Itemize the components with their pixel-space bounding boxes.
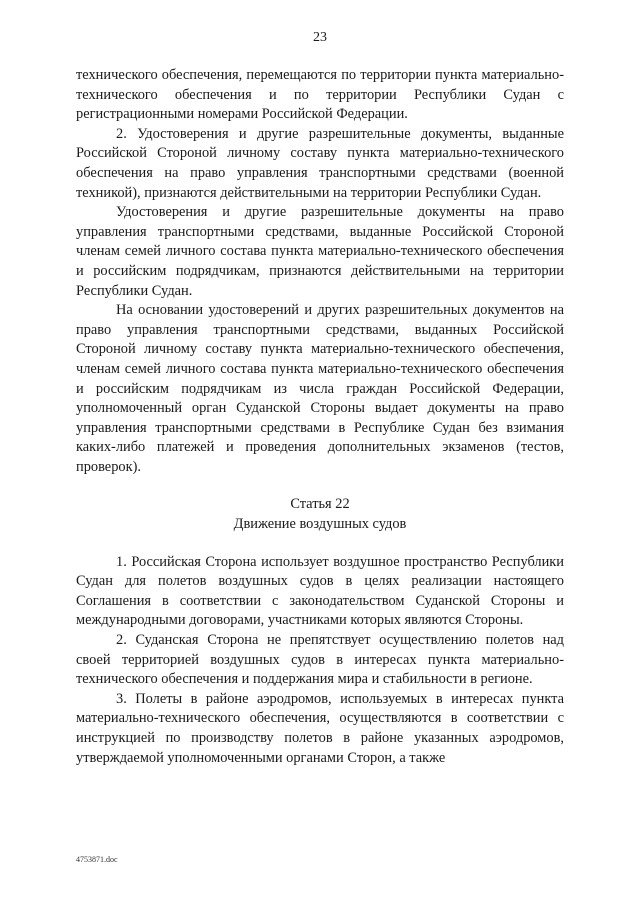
document-body — [76, 66, 564, 768]
paragraph-no-obstruction: 2. Суданская Сторона не препятствует осуществлению полетов над своей территорией воздушных судов в интересах пункта материально-технического обеспечения и поддержания мира и стабильности в регионе. — [76, 632, 564, 688]
document-id: 4753871.doc — [76, 855, 118, 864]
paragraph-licenses-personnel: 2. Удостоверения и другие разрешительные документы, выданные Российской Стороной личному составу пункта материально-технического обеспечения на право управления транспортными средствами (военной техникой), признаются действительными на территории Республики Судан. — [76, 125, 564, 201]
article-title: Движение воздушных судов — [233, 516, 407, 533]
paragraph-aerodrome-flights: 3. Полеты в районе аэродромов, используемых в интересах пункта материально-технического обеспечения, осуществляются в соответствии с инструкцией по производству полетов в районе указанных аэродромов, утверждаемой уполномоченными органами Сторон, а также — [76, 690, 564, 766]
article-number: Статья 22 — [290, 496, 350, 513]
paragraph-licenses-issuance: На основании удостоверений и других разрешительных документов на право управления транспортными средствами, выданных Российской Стороной личному составу пункта материально-технического обеспечения, членам семей личного состава пункта материально-технического обеспечения и российским подрядчикам из числа граждан Российской Федерации, уполномоченный орган Суданской Стороны выдает документы на право управления транспортными средствами в Республике Судан без взимания каких-либо платежей и проведения дополнительных экзаменов (тестов, проверок). — [76, 302, 564, 475]
paragraph-licenses-families: Удостоверения и другие разрешительные документы на право управления транспортными средствами, выданные Российской Стороной членам семей личного состава пункта материально-технического обеспечения и российским подрядчикам, признаются действительными на территории Республики Судан. — [76, 204, 564, 299]
page-number: 23 — [313, 30, 327, 45]
article-heading — [76, 495, 564, 534]
paragraph-continuation: технического обеспечения, перемещаются по территории пункта материально-технического обеспечения и по территории Республики Судан с регистрационными номерами Российской Федерации. — [76, 67, 564, 123]
paragraph-airspace-use: 1. Российская Сторона использует воздушное пространство Республики Судан для полетов воздушных судов в целях реализации настоящего Соглашения в соответствии с законодательством Суданской Стороны и международными договорами, участниками которых являются Стороны. — [76, 553, 564, 629]
